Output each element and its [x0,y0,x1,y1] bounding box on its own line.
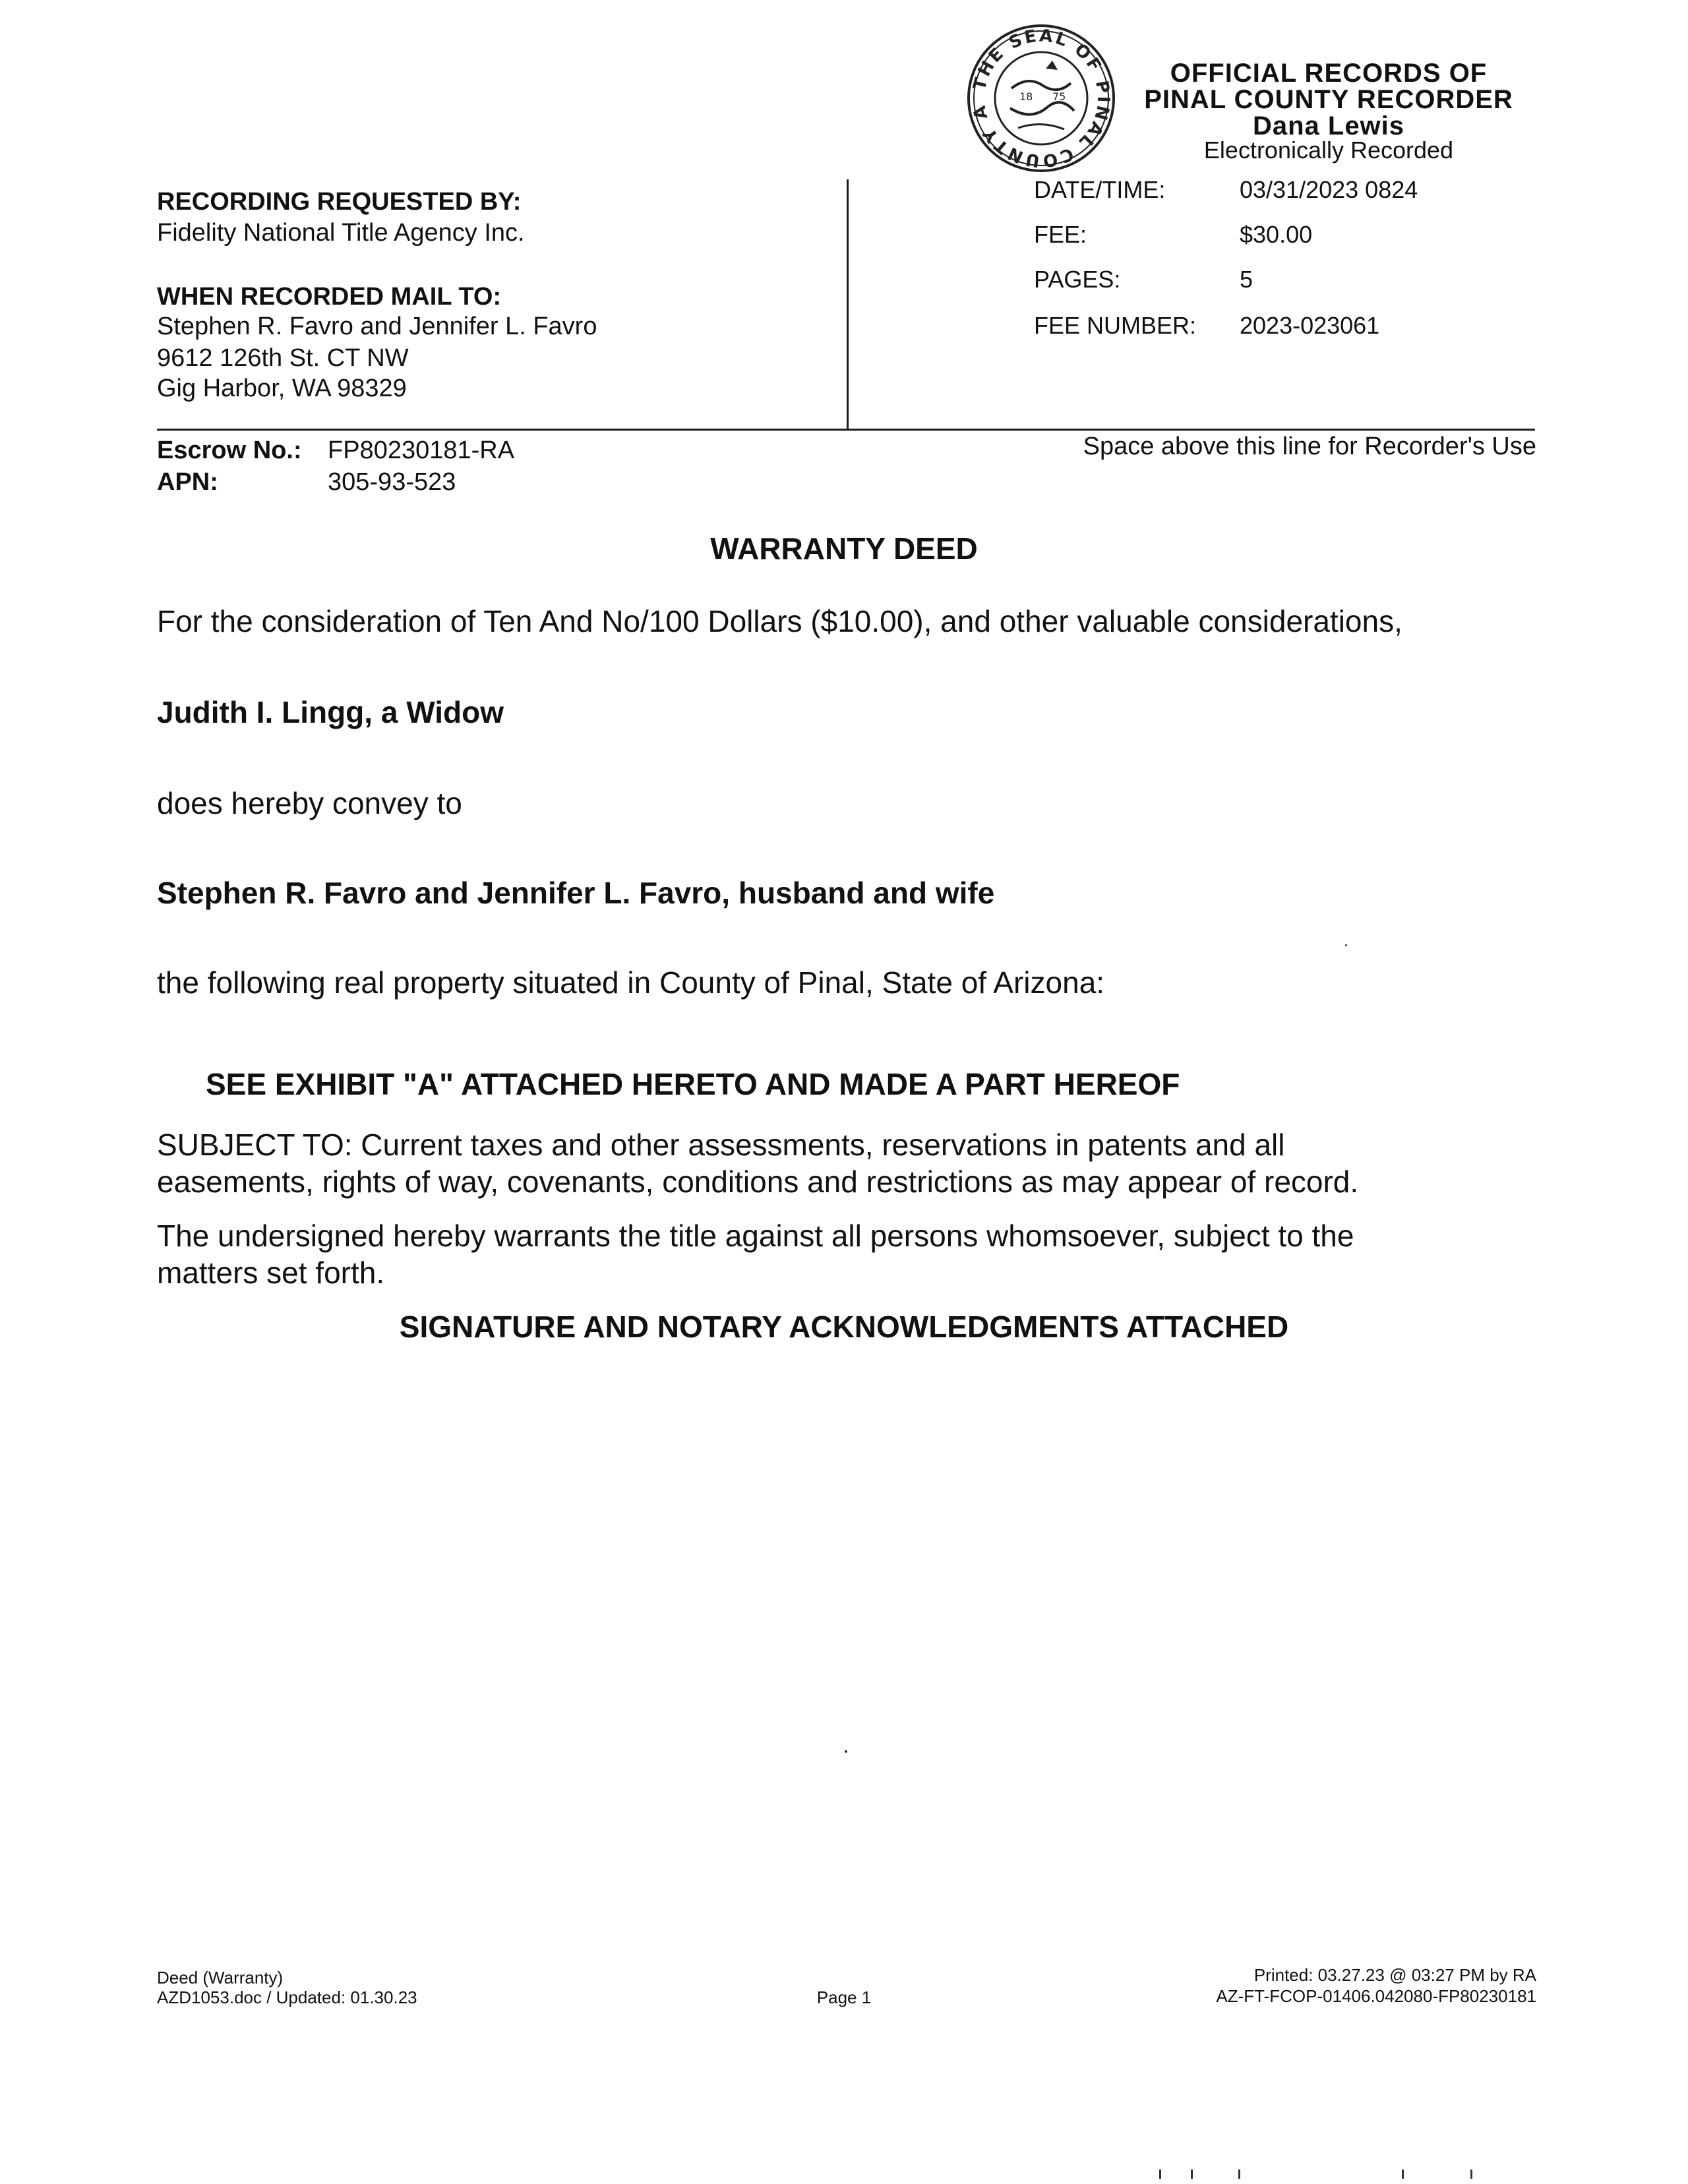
grantee-name: Stephen R. Favro and Jennifer L. Favro, husband and wife [157,876,995,910]
seal-icon [965,22,1117,174]
seal-year-left: 18 [1019,90,1033,103]
exhibit-reference: SEE EXHIBIT "A" ATTACHED HERETO AND MADE A PART HEREOF [206,1067,1180,1101]
scan-tick [1238,2169,1240,2179]
fee-label: FEE: [1034,221,1087,248]
convey-text: does hereby convey to [157,786,462,820]
footer-order-ref: AZ-FT-FCOP-01406.042080-FP80230181 [1216,1986,1536,2006]
requested-by-name: Fidelity National Title Agency Inc. [157,219,525,247]
recorder-name: Dana Lewis [1252,111,1405,140]
seal-ring-text: THE SEAL OF PINAL COUNTY A [969,26,1114,171]
grantor-name: Judith I. Lingg, a Widow [157,695,504,729]
property-text: the following real property situated in County of Pinal, State of Arizona: [157,965,1105,1000]
scan-tick [1159,2169,1161,2179]
seal-year-right: 75 [1052,90,1066,103]
footer-printed: Printed: 03.27.23 @ 03:27 PM by RA [1253,1965,1536,1985]
recorder-title-line1: OFFICIAL RECORDS OF [1170,59,1488,88]
scan-tick [1191,2169,1193,2179]
warranty-line-1: The undersigned hereby warrants the title against all persons whomsoever, subject to the [157,1219,1354,1253]
fee-value: $30.00 [1240,221,1313,248]
county-seal [965,22,1117,174]
consideration-text: For the consideration of Ten And No/100 Dollars ($10.00), and other valuable considerations, [157,604,1402,638]
warranty-line-2: matters set forth. [157,1256,385,1290]
scan-speck [845,1750,847,1753]
mail-to-heading: WHEN RECORDED MAIL TO: [157,283,502,311]
fee-number-value: 2023-023061 [1240,312,1380,339]
recorder-space-line [157,429,1535,431]
pages-value: 5 [1240,266,1253,293]
scan-speck [1345,944,1347,946]
document-title: WARRANTY DEED [710,531,978,566]
mail-to-line-2: 9612 126th St. CT NW [157,344,409,372]
subject-to-line-1: SUBJECT TO: Current taxes and other assessments, reservations in patents and all [157,1128,1285,1162]
footer-page-number: Page 1 [816,1987,872,2007]
scan-tick [1402,2169,1404,2179]
recorder-use-note: Space above this line for Recorder's Use [1083,433,1536,460]
footer-form-file: AZD1053.doc / Updated: 01.30.23 [157,1987,417,2007]
escrow-label: Escrow No.: [157,437,302,464]
footer-form-name: Deed (Warranty) [157,1968,284,1987]
mail-to-line-1: Stephen R. Favro and Jennifer L. Favro [157,313,597,340]
escrow-value: FP80230181-RA [328,437,515,464]
recorder-title-line2: PINAL COUNTY RECORDER [1144,85,1513,114]
subject-to-line-2: easements, rights of way, covenants, conditions and restrictions as may appear of record. [157,1165,1359,1199]
datetime-value: 03/31/2023 0824 [1240,176,1418,203]
fee-number-label: FEE NUMBER: [1034,312,1197,339]
apn-label: APN: [157,468,218,496]
signature-note: SIGNATURE AND NOTARY ACKNOWLEDGMENTS ATTACHED [399,1310,1289,1344]
recorder-status: Electronically Recorded [1203,136,1454,164]
scan-tick [1470,2169,1472,2179]
mail-to-line-3: Gig Harbor, WA 98329 [157,375,407,402]
requested-by-heading: RECORDING REQUESTED BY: [157,188,522,216]
pages-label: PAGES: [1034,266,1121,293]
apn-value: 305-93-523 [328,468,456,496]
datetime-label: DATE/TIME: [1034,176,1166,203]
header-vertical-divider [847,179,849,429]
